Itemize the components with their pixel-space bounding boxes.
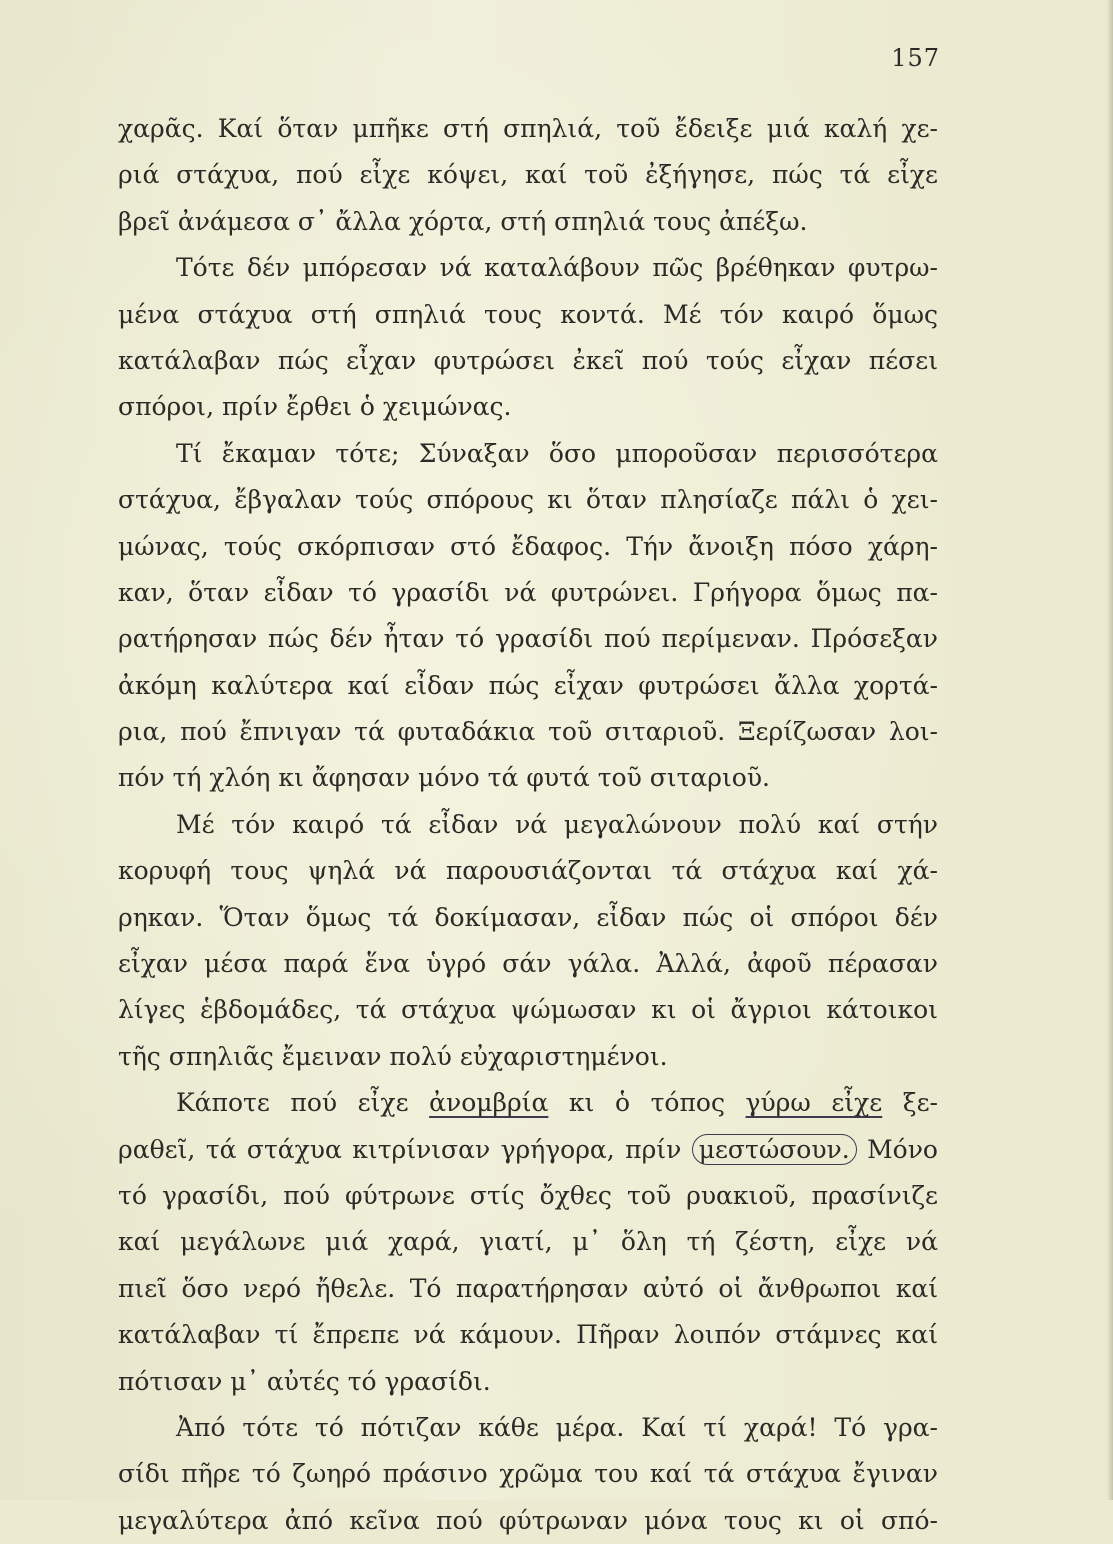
text-line: Μέ τόν καιρό τά εἶδαν νά μεγαλώνουν πολύ καί στήν: [176, 809, 938, 839]
text-line: καί μεγάλωνε μιά χαρά, γιατί, μ᾽ ὅλη τή ζέστη, εἶχε νά: [118, 1227, 938, 1257]
page-number: 157: [891, 44, 940, 72]
body-text: [118, 106, 938, 1544]
text-line: πότισαν μ᾽ αὐτές τό γρασίδι.: [118, 1366, 491, 1396]
text-line: καν, ὅταν εἶδαν τό γρασίδι νά φυτρώνει. Γρήγορα ὅμως πα-: [118, 577, 938, 607]
text-segment: Μόνο: [856, 1134, 938, 1164]
pen-circled-word: μεστώσουν.: [692, 1134, 857, 1165]
text-line: ρατήρησαν πώς δέν ἦταν τό γρασίδι πού περίμεναν. Πρόσεξαν: [118, 624, 938, 654]
pen-underline: γύρω εἶχε: [745, 1088, 883, 1118]
text-segment: ξε-: [882, 1088, 938, 1118]
text-line: τό γρασίδι, πού φύτρωνε στίς ὄχθες τοῦ ρυακιοῦ, πρασίνιζε: [118, 1180, 938, 1210]
text-line: τῆς σπηλιᾶς ἔμειναν πολύ εὐχαριστημένοι.: [118, 1041, 668, 1071]
text-line: κατάλαβαν πώς εἶχαν φυτρώσει ἐκεῖ πού τούς εἶχαν πέσει: [118, 345, 938, 375]
text-line: σπόροι, πρίν ἔρθει ὁ χειμώνας.: [118, 392, 512, 422]
text-line: Τί ἔκαμαν τότε; Σύναξαν ὅσο μποροῦσαν περισσότερα: [176, 438, 938, 468]
text-line: πιεῖ ὅσο νερό ἤθελε. Τό παρατήρησαν αὐτό οἱ ἄνθρωποι καί: [118, 1273, 938, 1303]
text-line: κατάλαβαν τί ἔπρεπε νά κάμουν. Πῆραν λοιπόν στάμνες καί: [118, 1320, 938, 1350]
text-line: εἶχαν μέσα παρά ἕνα ὑγρό σάν γάλα. Ἀλλά, ἀφοῦ πέρασαν: [118, 949, 938, 979]
text-line: σίδι πῆρε τό ζωηρό πράσινο χρῶμα του καί τά στάχυα ἔγιναν: [118, 1459, 938, 1489]
text-line: χαρᾶς. Καί ὅταν μπῆκε στή σπηλιά, τοῦ ἔδειξε μιά καλή χε-: [118, 114, 938, 143]
text-line: Τότε δέν μπόρεσαν νά καταλάβουν πῶς βρέθηκαν φυτρω-: [176, 253, 938, 283]
text-line: ριά στάχυα, πού εἶχε κόψει, καί τοῦ ἐξήγησε, πώς τά εἶχε: [118, 160, 938, 190]
page-edge-shadow: [1107, 0, 1113, 1500]
text-line: [118, 1127, 938, 1173]
text-line: ρια, πού ἔπνιγαν τά φυταδάκια τοῦ σιταριοῦ. Ξερίζωσαν λοι-: [118, 717, 938, 747]
text-segment: ραθεῖ, τά στάχυα κιτρίνισαν γρήγορα, πρίν: [118, 1134, 692, 1164]
text-line: βρεῖ ἀνάμεσα σ᾽ ἄλλα χόρτα, στή σπηλιά τους ἀπέξω.: [118, 206, 808, 236]
pen-underline: ἀνομβρία: [429, 1088, 549, 1118]
text-line: κορυφή τους ψηλά νά παρουσιάζονται τά στάχυα καί χά-: [118, 856, 938, 886]
text-line: [118, 1080, 938, 1126]
text-line: λίγες ἑβδομάδες, τά στάχυα ψώμωσαν κι οἱ ἄγριοι κάτοικοι: [118, 995, 938, 1025]
text-line: ρηκαν. Ὅταν ὅμως τά δοκίμασαν, εἶδαν πώς οἱ σπόροι δέν: [118, 902, 938, 932]
text-segment: Κάποτε πού εἶχε: [176, 1088, 430, 1118]
text-line: στάχυα, ἔβγαλαν τούς σπόρους κι ὅταν πλησίαζε πάλι ὁ χει-: [118, 485, 938, 515]
text-line: μώνας, τούς σκόρπισαν στό ἔδαφος. Τήν ἄνοιξη πόσο χάρη-: [118, 531, 938, 561]
text-line: ἀκόμη καλύτερα καί εἶδαν πώς εἶχαν φυτρώσει ἄλλα χορτά-: [118, 670, 938, 700]
text-segment: κι ὁ τόπος: [548, 1088, 746, 1118]
text-line: Ἀπό τότε τό πότιζαν κάθε μέρα. Καί τί χαρά! Τό γρα-: [176, 1412, 938, 1442]
text-line: μένα στάχυα στή σπηλιά τους κοντά. Μέ τόν καιρό ὅμως: [118, 299, 938, 329]
text-line: πόν τή χλόη κι ἄφησαν μόνο τά φυτά τοῦ σιταριοῦ.: [118, 763, 771, 793]
text-line: μεγαλύτερα ἀπό κεῖνα πού φύτρωναν μόνα τους κι οἱ σπό-: [118, 1505, 938, 1535]
